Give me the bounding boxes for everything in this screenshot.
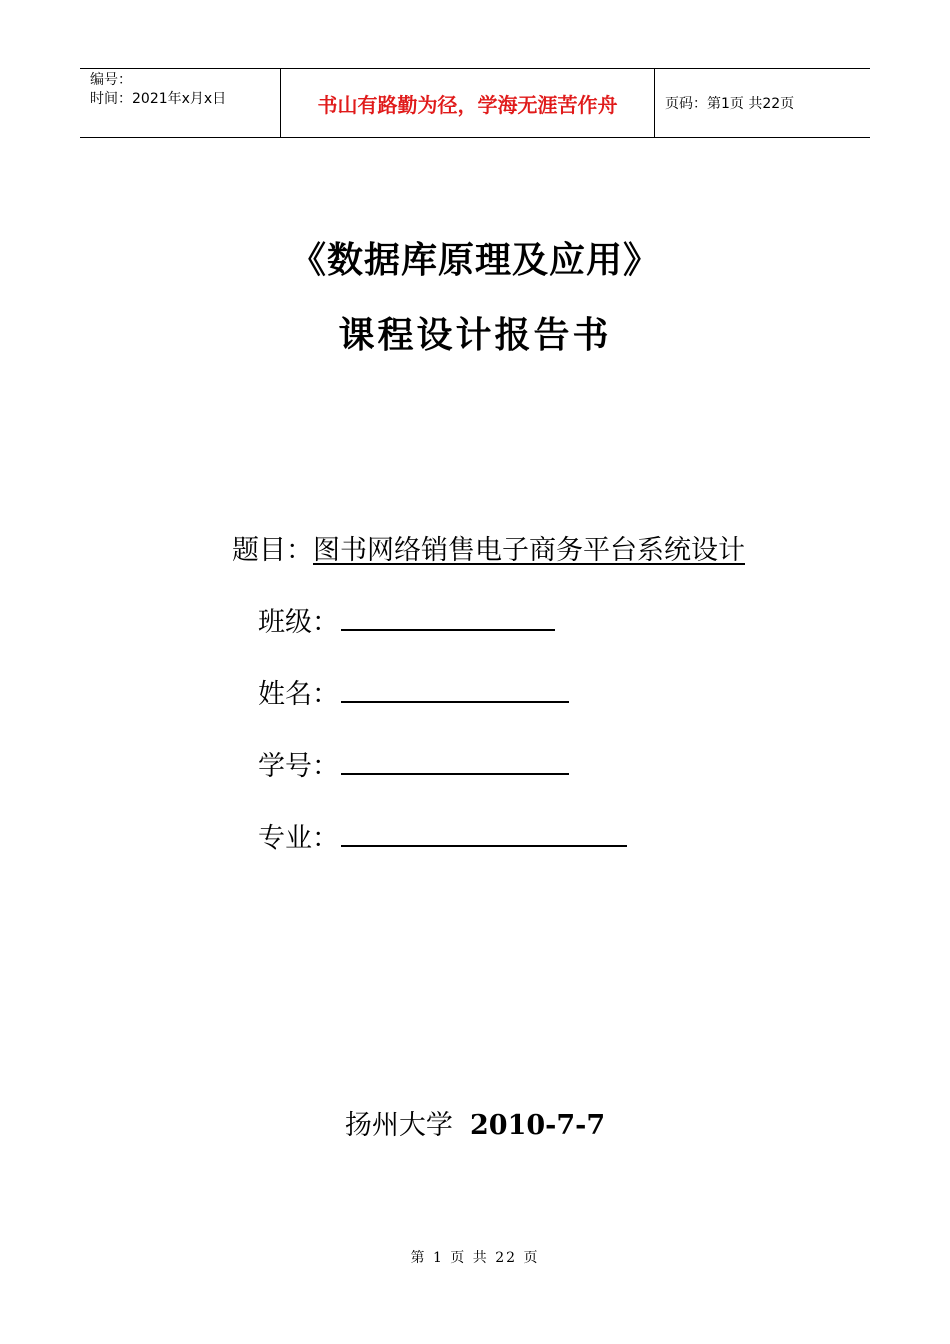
student-id-label: 学号： — [258, 751, 339, 782]
major-blank — [341, 817, 627, 847]
class-blank — [341, 601, 555, 631]
name-blank — [341, 673, 569, 703]
university-name: 扬州大学 — [344, 1110, 453, 1141]
motto-text: 书山有路勤为径，学海无涯苦作舟 — [317, 92, 618, 117]
topic-value: 图书网络销售电子商务平台系统设计 — [313, 535, 745, 566]
number-label: 编号： — [90, 72, 132, 88]
name-field — [258, 672, 569, 711]
name-label: 姓名： — [258, 679, 339, 710]
header-motto-cell — [281, 69, 655, 137]
class-field — [258, 600, 555, 639]
time-label: 时间：2021年x月x日 — [90, 91, 227, 107]
student-id-blank — [341, 745, 569, 775]
footer-org — [0, 1103, 950, 1142]
topic-label: 题目： — [232, 535, 313, 566]
header-table — [80, 68, 870, 138]
topic-line — [232, 528, 745, 567]
page-number: 第 1 页 共 22 页 — [410, 1250, 540, 1266]
header-page-info: 页码：第1页 共22页 — [665, 96, 795, 112]
class-label: 班级： — [258, 607, 339, 638]
report-date: 2010-7-7 — [470, 1110, 606, 1141]
document-title: 《数据库原理及应用》 — [289, 239, 660, 281]
student-id-field — [258, 744, 569, 783]
major-field — [258, 816, 627, 855]
major-label: 专业： — [258, 823, 339, 854]
header-left-cell — [80, 69, 281, 137]
document-subtitle: 课程设计报告书 — [338, 314, 612, 356]
